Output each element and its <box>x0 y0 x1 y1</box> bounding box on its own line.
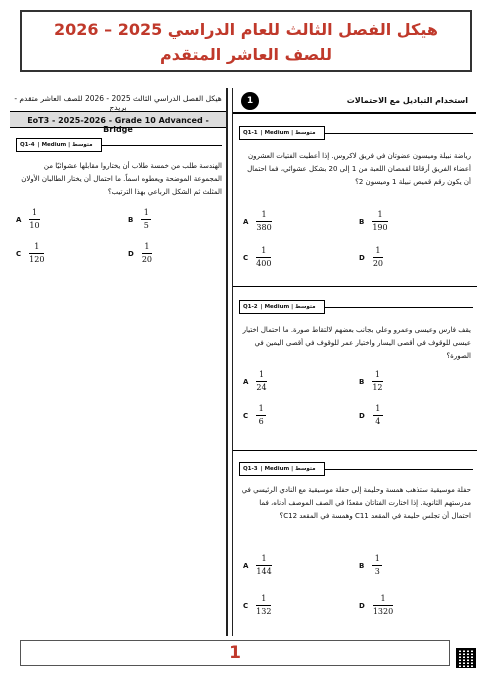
divider <box>233 286 477 287</box>
option-c[interactable]: C $\frac{1}{120}$ <box>16 242 45 264</box>
option-b[interactable]: B $\frac{1}{12}$ <box>359 370 383 392</box>
question-q1-3 <box>233 452 477 636</box>
left-subheader: EoT3 - 2025-2026 - Grade 10 Advanced - Bridge <box>10 112 226 128</box>
right-column <box>232 88 476 636</box>
question-text: حفلة موسيقية ستذهب همسة وحليمة إلى حفلة موسيقية مع النادي الرئيسي في مدرستهم الثانوية. إذا اختارت الفتاتان مقعدًا في الصف الموصف أدناه، فما احتمال أن تجلس حليمة في المقعد C11 وهمسة في المقعد C12؟ <box>241 486 471 520</box>
section-title: استخدام التباديل مع الاحتمالات <box>346 95 468 105</box>
fraction: $\frac{1}{3}$ <box>372 554 382 577</box>
fraction: $\frac{1}{132}$ <box>256 594 272 616</box>
question-text: الهندسة طلب من خمسة طلاب أن يختاروا مقابلها عشوائيًا من المجموعة الموضحة ويعطوه اسماً. ما احتمال أن يختار الطالبان الأولان المثلث ثم الشكل الرباعي بهذا الترتيب؟ <box>21 162 222 196</box>
question-text: رياضة نبيلة وميسون عضوتان في فريق لاكروس. إذا أعطيت الفتيات العشرون أعضاء الفريق أرقامًا لقمصان اللعبة من 1 إلى 20 بشكل عشوائي، فما احتمال أن يكون رقم قميص نبيلة 1 وميسون 2؟ <box>247 152 471 186</box>
column-divider <box>226 88 228 636</box>
question-text: يقف فارس وعيسى وعمرو وعلي بجانب بعضهم لالتقاط صورة. ما احتمال اختيار عيسى للوقوف في أقصى اليسار واختيار عمر للوقوف في أقصى اليمين في الصورة؟ <box>242 326 471 360</box>
section-header <box>233 88 476 114</box>
question-q1-2 <box>233 288 477 448</box>
option-d[interactable]: D $\frac{1}{4}$ <box>359 404 383 427</box>
question-tag: Q1-3 | Medium | متوسط <box>239 462 325 476</box>
fraction: $\frac{1}{190}$ <box>372 210 388 232</box>
divider <box>325 307 473 308</box>
option-c[interactable]: C $\frac{1}{6}$ <box>243 404 266 427</box>
option-b[interactable]: B $\frac{1}{3}$ <box>359 554 382 577</box>
page-number: 1 <box>229 643 241 663</box>
fraction: $\frac{1}{380}$ <box>256 210 272 232</box>
title-banner <box>20 10 472 72</box>
option-b[interactable]: B $\frac{1}{190}$ <box>359 210 388 232</box>
fraction: $\frac{1}{5}$ <box>141 208 151 231</box>
fraction: $\frac{1}{4}$ <box>373 404 383 427</box>
banner-title: هيكل الفصل الثالث للعام الدراسي 2025 – 2026 <box>54 20 438 39</box>
question-level: Medium <box>41 142 67 148</box>
option-c[interactable]: C $\frac{1}{400}$ <box>243 246 272 268</box>
banner-subtitle: للصف العاشر المتقدم <box>160 45 332 64</box>
question-tag: Q1-4 | Medium | متوسط <box>16 138 102 152</box>
fraction: $\frac{1}{12}$ <box>372 370 383 392</box>
option-d[interactable]: D $\frac{1}{20}$ <box>359 246 383 268</box>
left-column <box>10 88 226 636</box>
fraction: $\frac{1}{1320}$ <box>372 594 394 616</box>
page-footer <box>20 640 450 666</box>
divider <box>102 145 222 146</box>
option-a[interactable]: A $\frac{1}{380}$ <box>243 210 272 232</box>
question-q1-4 <box>10 128 226 328</box>
section-number-badge: 1 <box>241 92 259 110</box>
divider <box>325 469 473 470</box>
divider <box>233 450 477 451</box>
option-a[interactable]: A $\frac{1}{144}$ <box>243 554 272 576</box>
question-tag: Q1-2 | Medium | متوسط <box>239 300 325 314</box>
question-tag: Q1-1 | Medium | متوسط <box>239 126 325 140</box>
option-b[interactable]: B $\frac{1}{5}$ <box>128 208 151 231</box>
fraction: $\frac{1}{10}$ <box>29 208 40 230</box>
option-a[interactable]: A $\frac{1}{10}$ <box>16 208 40 230</box>
question-level-ar: متوسط <box>72 142 93 148</box>
fraction: $\frac{1}{144}$ <box>256 554 272 576</box>
question-q1-1 <box>233 114 477 286</box>
left-header: هيكل الفصل الدراسي الثالث 2025 - 2026 للصف العاشر متقدم - بريدج <box>10 88 226 112</box>
option-c[interactable]: C $\frac{1}{132}$ <box>243 594 272 616</box>
fraction: $\frac{1}{120}$ <box>29 242 45 264</box>
fraction: $\frac{1}{6}$ <box>256 404 266 427</box>
fraction: $\frac{1}{20}$ <box>141 242 152 264</box>
qr-code-icon <box>456 648 476 668</box>
divider <box>325 133 473 134</box>
question-id: Q1-4 <box>20 142 35 148</box>
fraction: $\frac{1}{400}$ <box>256 246 272 268</box>
option-d[interactable]: D $\frac{1}{20}$ <box>128 242 152 264</box>
option-d[interactable]: D $\frac{1}{1320}$ <box>359 594 394 616</box>
fraction: $\frac{1}{24}$ <box>256 370 267 392</box>
fraction: $\frac{1}{20}$ <box>372 246 383 268</box>
option-a[interactable]: A $\frac{1}{24}$ <box>243 370 267 392</box>
